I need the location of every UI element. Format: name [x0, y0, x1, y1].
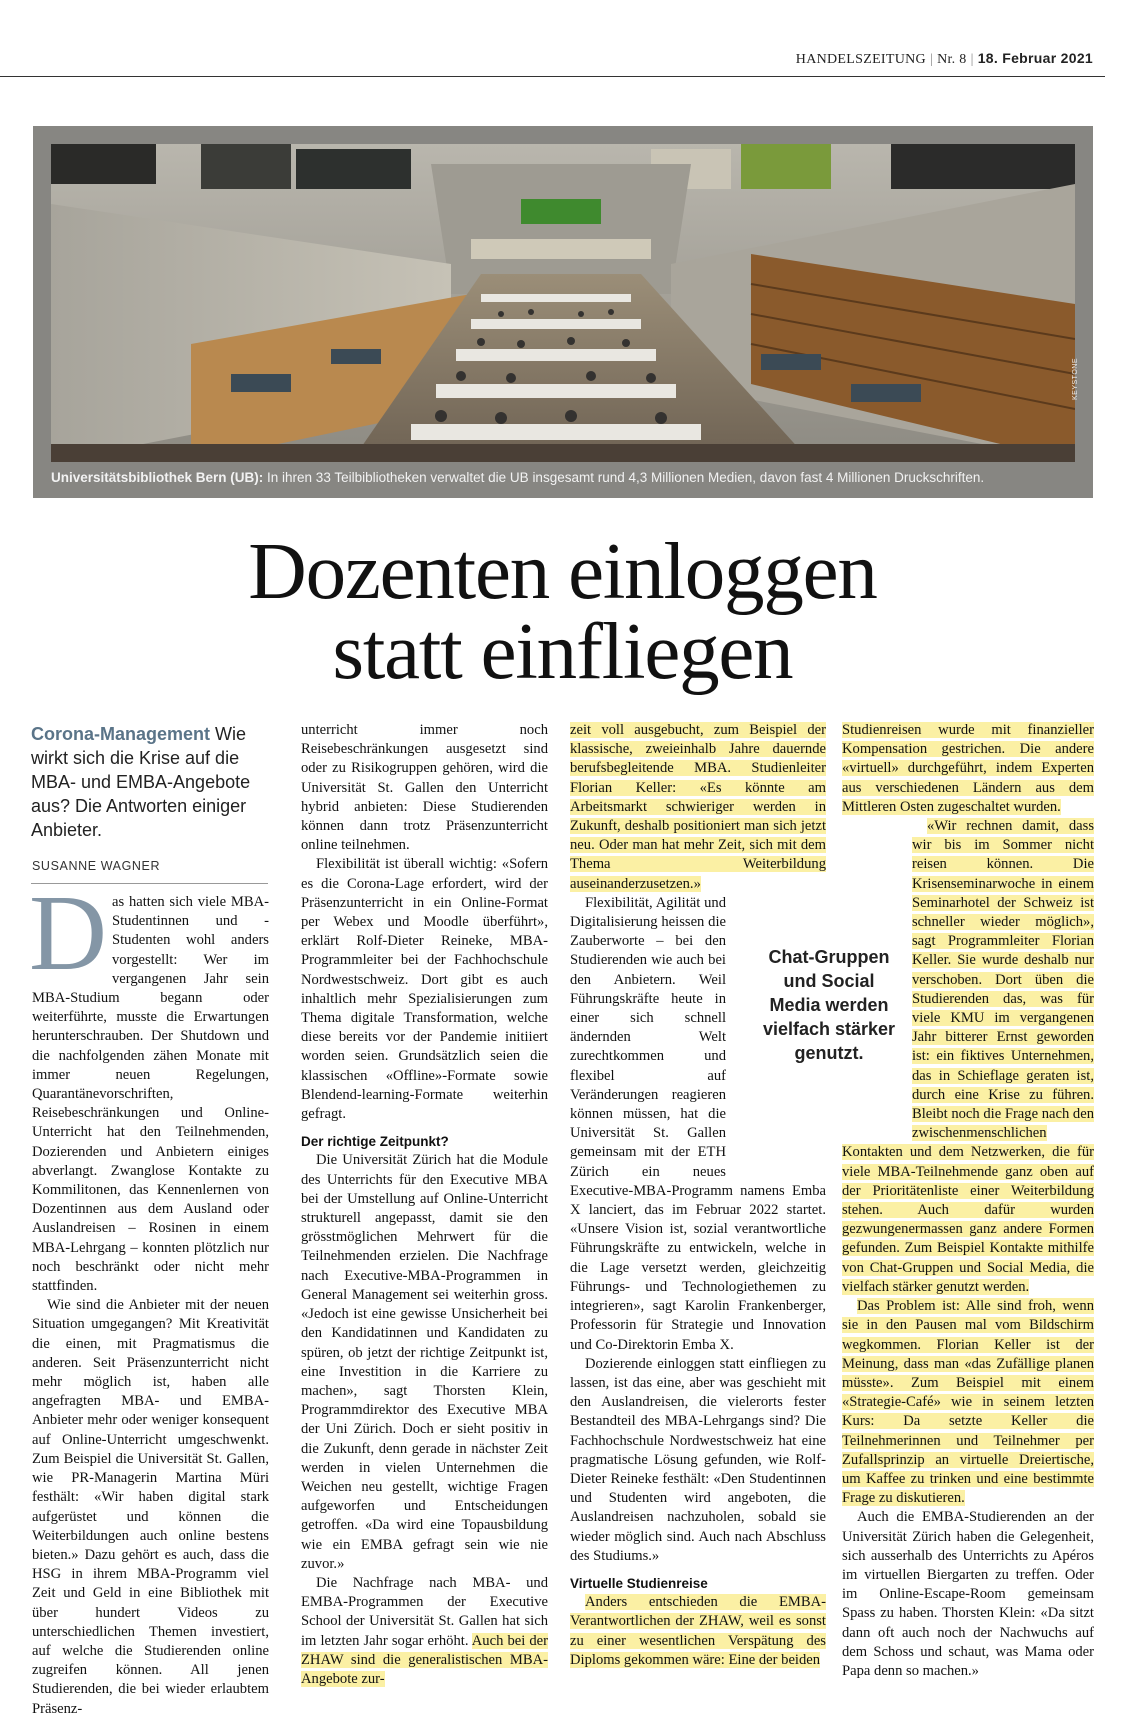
col3-highlight-2: Anders entschieden die EMBA-Verantwortlichen der ZHAW, weil es sonst zu einer wesentlichen Verspätung des Diploms gekommen wäre: Eine der beiden — [570, 1594, 826, 1668]
headline — [0, 526, 1125, 696]
library-photo — [51, 144, 1075, 462]
drop-cap: D — [29, 874, 107, 993]
column-1 — [32, 893, 269, 1719]
subhead-zeitpunkt: Der richtige Zeitpunkt? — [301, 1134, 449, 1150]
col2-paragraph-3: Die Universität Zürich hat die Module des Unterrichts für den Executive MBA bei der Umstellung auf Online-Unterricht strukturell angepasst, damit sie den grösstmöglichen Mehrwert für die Teilnehmenden erzielen. Die Nachfrage nach Executive-MBA-Programmen in General Management sei weiterhin gross. «Jedoch ist eine gewisse Unsicherheit bei den Kandidatinnen und Kandidaten zu spüren, ob jetzt der richtige Zeitpunkt ist, eine Investition in die Karriere zu machen», sagt Thorsten Klein, Programmdirektor des Executive MBA der Uni Zürich. Doch er sieht positiv in die Zukunft, denn gerade in nächster Zeit werden in vielen Unternehmen die Weichen neu gestellt, wichtige Fragen aufgeworfen und Entscheidungen getroffen. «Da wird eine Topausbildung wie ein EMBA gefragt sein wie nie zuvor.» — [301, 1152, 548, 1572]
col4-highlight-2: «Wir rechnen damit, dass wir bis im Sommer nicht reisen können. Die Krisenseminarwoche in einem Seminarhotel der Schweiz ist schneller wieder möglich», sagt Programmleiter Florian Keller. Sie wurde deshalb nur verschoben. Dort üben die Studierenden das, was für viele KMU im vergangenen Jahr bitterer Ernst geworden ist: ein fiktives Unternehmen, das in Schieflage geraten ist, durch eine Krise zu führen. Bleibt noch die Frage nach den zwischenmenschlichen Kontakten und dem Netzwerken, die für viele MBA-Teilnehmende ganz oben auf der Prioritätenliste einer Weiterbildung stehen. Auch dafür wurden gezwungenermassen ganz andere Formen gefunden. Zum Beispiel Kontakte mithilfe von Chat-Gruppen und Social Media, die vielfach stärker genutzt werden. — [842, 818, 1094, 1295]
photo-caption — [51, 470, 1081, 485]
pullquote-space-left — [842, 932, 912, 1132]
col2-paragraph-1: unterricht immer noch Reisebeschränkungen ausgesetzt sind oder zu Risikogruppen gehören, wird die Universität St. Gallen den Unterricht hybrid anbieten: Diese Studierenden können dann trotz Präsenzunterricht online teilnehmen. — [301, 722, 548, 854]
lead-kicker: Corona-Management — [31, 724, 211, 744]
author-byline: SUSANNE WAGNER — [32, 859, 161, 873]
lead-text: Wie wirkt sich die Krise auf die MBA- und EMBA-Angebote aus? Die Antworten einiger Anbieter. — [31, 724, 251, 840]
col1-paragraph-2: Wie sind die Anbieter mit der neuen Situation umgegangen? Mit Kreativität die einen, mit Pragmatismus die anderen. Seit Präsenzunterricht nicht mehr möglich ist, haben alle angefragten MBA- und EMBA-Anbieter mehr oder weniger konsequent auf Online-Unterricht umgeschwenkt. Zum Beispiel die Universität St. Gallen, wie PR-Managerin Martina Müri festhält: «Wir haben digital stark aufgerüstet und können die Weiterbildungen auch online bestens bieten.» Dazu gehört es auch, dass die HSG in ihrem MBA-Programm viel Zeit und Geld in eine Bibliothek mit über hundert Videos zu unterschiedlichen Themen investiert, auf welche die Studierenden online zugreifen können. All jenen Studierenden, die bei wieder erlaubtem Präsenz- — [32, 1297, 269, 1717]
caption-label: Universitätsbibliothek Bern (UB): — [51, 470, 264, 485]
column-4 — [842, 721, 1094, 1681]
col3-paragraph-1 — [570, 721, 826, 894]
col2-paragraph-4-text: Die Nachfrage nach MBA- und EMBA-Programmen der Executive School der Universität St. Gallen hat sich im letzten Jahr sogar erhöht. — [301, 1574, 548, 1649]
caption-text: In ihren 33 Teilbibliotheken verwaltet die UB insgesamt rund 4,3 Millionen Medien, davon fast 4 Millionen Druckschriften. — [263, 470, 985, 485]
dropcap-space — [32, 893, 112, 971]
col4-paragraph-2 — [842, 817, 1094, 1297]
col4-highlight-1: Studienreisen wurde mit finanzieller Kompensation gestrichen. Die andere «virtuell» durchgeführt, indem Experten aus verschiedenen Ländern aus dem Mittleren Osten zugeschaltet wurden. — [842, 722, 1094, 815]
photo-credit: KEYSTONE — [1072, 358, 1079, 400]
col4-paragraph-4: Auch die EMBA-Studierenden an der Universität Zürich haben die Gelegenheit, sich ausserhalb des Unterrichts zu Apéros im virtuellen Biergarten zu treffen. Oder im Online-Escape-Room gemeinsam Spass zu haben. Thorsten Klein: «Da sitzt dann oft auch noch der Nachwuchs auf dem Schoss und schaut, was Mama oder Papa denn so machen.» — [842, 1509, 1094, 1679]
publication-name: HANDELSZEITUNG — [795, 52, 926, 67]
column-3 — [570, 721, 826, 1670]
lead — [31, 722, 267, 842]
col4-highlight-3: Das Problem ist: Alle sind froh, wenn sie in den Pausen mal vom Bildschirm wegkommen. Florian Keller ist der Meinung, dass man «das Zufällige planen müsste». Zum Beispiel mit einem «Strategie-Café» wie in seinem letzten Kurs: Da setzte Keller die Teilnehmerinnen und Teilnehmer per Zufallsprinzip an virtuelle Dreiertische, um Kaffee zu trinken und eine bestimmte Frage zu diskutieren. — [842, 1298, 1094, 1507]
col1-paragraph-1-text: as hatten sich viele MBA-Studentinnen und -Studenten wohl anders vorgestellt: Wer im vergangenen Jahr sein MBA-Studium begann oder weiterführte, musste die Erwartungen herunterschrauben. Der Shutdown und die nachfolgenden zähen Monate mit immer neuen Regelungen, Quarantänevorschriften, Reisebeschränkungen und Online-Unterricht hat den Teilnehmenden, Dozierenden und Anbietern einiges abverlangt. Zwanglose Kontakte zu Kommilitonen, das Kennenlernen von Dozentinnen aus dem Ausland oder Auslandreisen – Rosinen in einem MBA-Lehrgang – konnten plötzlich nur noch beschränkt oder nicht mehr stattfinden. — [32, 894, 269, 1295]
col2-paragraph-2: Flexibilität ist überall wichtig: «Sofern es die Corona-Lage erfordert, wird der Präsenzunterricht in ein Online-Format per Webex und Moodle überführt», erklärt Rolf-Dieter Reineke, MBA-Programmleiter bei der Fachhochschule Nordwestschweiz. Dort gibt es auch inhaltlich mehr Spezialisierungen zum Thema digitale Transformation, welche diese bereits vor der Pandemie initiiert worden seien. Grundsätzlich seien die klassischen «Offline»-Formate sowie Blendend-learning-Formate weiterhin gefragt. — [301, 856, 548, 1123]
col1-paragraph-1 — [32, 893, 269, 1296]
masthead — [796, 50, 1093, 68]
headline-line-2: statt einfliegen — [332, 606, 793, 696]
col4-paragraph-3 — [842, 1297, 1094, 1508]
col3-paragraph-3: Dozierende einloggen statt einfliegen zu lassen, ist das eine, aber was geschieht mit den Auslandreisen, die vielerorts fester Bestandteil des MBA-Lehrgangs sind? Die Fachhochschule Nordwestschweiz hat eine pragmatische Lösung gefunden, wie Rolf-Dieter Reineke festhält: «Den Studentinnen und Studenten wird angeboten, die Auslandreisen nachzuholen, sobald sie wieder möglich sind. Auch nach Abschluss des Studiums.» — [570, 1355, 826, 1564]
col2-paragraph-4 — [301, 1574, 548, 1689]
pull-quote: Chat-Gruppen und Social Media werden vielfach stärker genutzt. — [762, 947, 896, 1063]
col3-paragraph-2-text: Flexibilität, Agilität und Digitalisierung heissen die Zauberworte – bei den Studierenden wie auch bei den Anbietern. Weil Führungskräfte heute in einer sich schnell ändernden Welt zurechtkommen und flexibel auf Veränderungen reagieren können müssen, hat die Universität St. Gallen gemeinsam mit der ETH Zürich ein neues Executive-MBA-Programm namens Emba X lanciert, das im Februar 2022 startet. «Unsere Vision ist, sozial verantwortliche Führungskräfte zu entwickeln, welche in die Lage versetzt werden, gleichzeitig Führungs- und Technologiethemen zu integrieren», sagt Karolin Frankenberger, Professorin für Strategie und Innovation und Co-Direktorin Emba X. — [570, 894, 826, 1353]
col4-paragraph-1 — [842, 721, 1094, 817]
col3-paragraph-4 — [570, 1593, 826, 1670]
masthead-separator: | — [970, 52, 974, 67]
issue-number: Nr. 8 — [937, 52, 967, 67]
column-2 — [301, 721, 548, 1689]
issue-date: 18. Februar 2021 — [977, 50, 1093, 66]
headline-line-1: Dozenten einloggen — [248, 526, 877, 616]
col2-highlight: Auch bei der ZHAW sind die generalistischen MBA-Angebote zur- — [301, 1632, 549, 1687]
top-rule — [0, 76, 1105, 77]
col3-highlight-1: zeit voll ausgebucht, zum Beispiel der klassische, zweieinhalb Jahre dauernde berufsbegleitende MBA. Studienleiter Florian Keller: «Es könnte am Arbeitsmarkt schwieriger werden in Zukunft, deshalb positioniert man sich jetzt neu. Oder man hat mehr Zeit, sich mit dem Thema Weiterbildung auseinanderzusetzen.» — [570, 722, 826, 892]
masthead-separator: | — [929, 52, 934, 67]
subhead-studienreise: Virtuelle Studienreise — [570, 1575, 708, 1591]
